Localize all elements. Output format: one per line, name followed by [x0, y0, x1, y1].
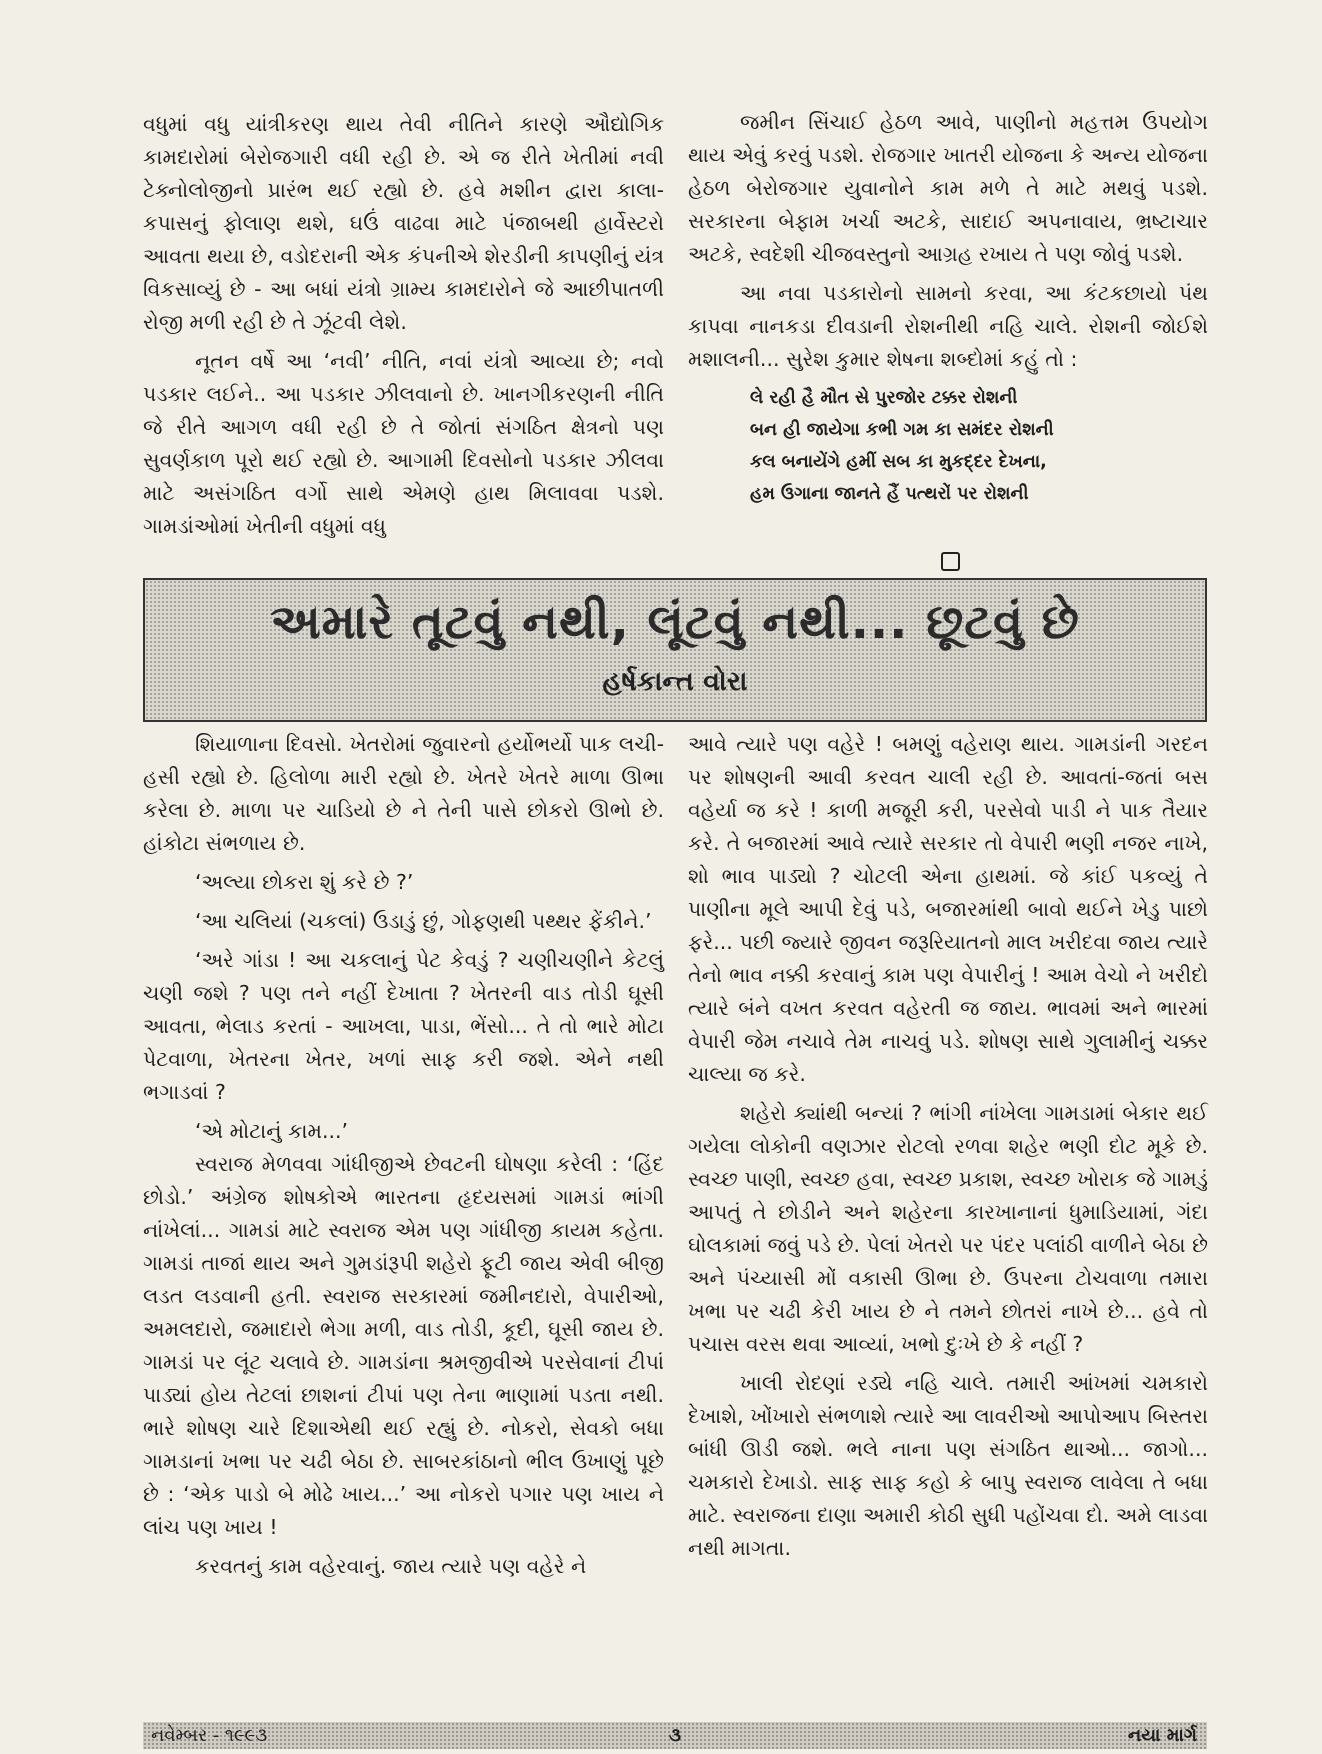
page-footer	[143, 1722, 1207, 1749]
headline-box	[143, 578, 1207, 722]
paragraph: ‘અરે ગાંડા ! આ ચકલાનું પેટ કેવડું ? ચણીચણીને કેટલું ચણી જશે ? પણ તને નહીં દેખાતા ? ખેતરની વાડ તોડી ઘૂસી આવતા, ભેલાડ કરતાં - આખલા, પાડા, ભેંસો... તે તો ભારે મોટા પેટવાળા, ખેતરના ખેતર, ખળાં સાફ કરી જશે. એને નથી ભગાડવાં ?	[143, 948, 664, 1104]
poem-line: કલ બનાયેંગે હમીં સબ કા મુકદ્દર દેખના,	[750, 452, 1047, 472]
poem-quote	[750, 382, 1208, 510]
page-number: ૩	[669, 1725, 681, 1746]
paragraph: સ્વરાજ મેળવવા ગાંધીજીએ છેવટની ઘોષણા કરેલી : ‘હિંદ છોડો.’ અંગ્રેજ શોષકોએ ભારતના હૃદયસમાં ગામડાં ભાંગી નાંખેલાં... ગામડાં માટે સ્વરાજ એમ પણ ગાંધીજી કાયમ કહેતા. ગામડાં તાજાં થાય અને ગુમડાંરૂપી શહેરો ફૂટી જાય એવી બીજી લડત લડવાની હતી. સ્વરાજ સરકારમાં જમીનદારો, વેપારીઓ, અમલદારો, જમાદારો ભેગા મળી, વાડ તોડી, કૂદી, ઘૂસી જાય છે. ગામડાં પર લૂંટ ચલાવે છે. ગામડાંના શ્રમજીવીએ પરસેવાનાં ટીપાં પાડ્યાં હોય તેટલાં છાશનાં ટીપાં પણ તેના ભાણામાં પડતા નથી. ભારે શોષણ ચારે દિશાએથી થઈ રહ્યું છે. નોકરો, સેવકો બધા ગામડાનાં ખભા પર ચઢી બેઠા છે. સાબરકાંઠાનો ભીલ ઉખાણું પૂછે છે : ‘એક પાડો બે મોઢે ખાય...’ આ નોકરો પગાર પણ ખાય ને લાંચ પણ ખાય !	[143, 1152, 664, 1539]
issue-date: નવેમ્બર - ૧૯૯૩	[151, 1725, 268, 1746]
paragraph: ‘એ મોટાનું કામ...’	[195, 1119, 349, 1143]
paragraph: આ નવા પડકારોનો સામનો કરવા, આ કંટકછાયો પંથ કાપવા નાનકડા દીવડાની રોશનીથી નહિ ચાલે. રોશની જોઈશે મશાલની... સુરેશ કુમાર શેષના શબ્દોમાં કહું તો :	[688, 281, 1208, 371]
paragraph: ખાલી રોદણાં રડ્યે નહિ ચાલે. તમારી આંખમાં ચમકારો દેખાશે, ખોંખારો સંભળાશે ત્યારે આ લાવરીઓ આપોઆપ બિસ્તરા બાંધી ઊડી જશે. ભલે નાના પણ સંગઠિત થાઓ... જાગો... ચમકારો દેખાડો. સાફ સાફ કહો કે બાપુ સ્વરાજ લાવેલા તે બધા માટે. સ્વરાજના દાણા અમારી કોઠી સુધી પહોંચવા દો. અમે લાડવા નથી માગતા.	[688, 1371, 1208, 1560]
poem-line: બન હી જાયેગા કભી ગમ કા સમંદર રોશની	[750, 420, 1054, 440]
main-right-column	[688, 728, 1208, 1565]
article-end-square-icon	[941, 552, 960, 571]
magazine-name: નયા માર્ગ	[1127, 1725, 1197, 1746]
top-left-column	[143, 108, 664, 543]
top-right-column	[688, 106, 1208, 510]
paragraph: આવે ત્યારે પણ વહેરે ! બમણું વહેરાણ થાય. ગામડાંની ગરદન પર શોષણની આવી કરવત ચાલી રહી છે. આવતાં-જતાં બસ વહેર્યા જ કરે ! કાળી મજૂરી કરી, પરસેવો પાડી ને પાક તૈયાર કરે. તે બજારમાં આવે ત્યારે સરકાર તો વેપારી ભણી નજર નાખે, શો ભાવ પાડ્યો ? ચોટલી એના હાથમાં. જે કાંઈ પકવ્યું તે પાણીના મૂલે આપી દેવું પડે, બજારમાંથી બાવો થઈને ખેડુ પાછો ફરે... પછી જ્યારે જીવન જરૂરિયાતનો માલ ખરીદવા જાય ત્યારે તેનો ભાવ નક્કી કરવાનું કામ પણ વેપારીનું ! આમ વેચો ને ખરીદો ત્યારે બંને વખત કરવત વહેરતી જ જાય. ભાવમાં અને ભારમાં વેપારી જેમ નચાવે તેમ નાચવું પડે. શોષણ સાથે ગુલામીનું ચક્કર ચાલ્યા જ કરે.	[688, 732, 1208, 1086]
main-left-column	[143, 728, 664, 1583]
paragraph: જમીન સિંચાઈ હેઠળ આવે, પાણીનો મહત્તમ ઉપયોગ થાય એવું કરવું પડશે. રોજગાર ખાતરી યોજના કે અન્ય યોજના હેઠળ બેરોજગાર યુવાનોને કામ મળે તે માટે મથવું પડશે. સરકારના બેફામ ખર્ચા અટકે, સાદાઈ અપનાવાય, ભ્રષ્ટાચાર અટકે, સ્વદેશી ચીજવસ્તુનો આગ્રહ રખાય તે પણ જોવું પડશે.	[688, 110, 1208, 266]
paragraph: ‘આ ચલિયાં (ચકલાં) ઉડાડું છું, ગોફણથી પથ્થર ફેંકીને.’	[195, 909, 652, 933]
paragraph: નૂતન વર્ષે આ ‘નવી’ નીતિ, નવાં યંત્રો આવ્યા છે; નવો પડકાર લઈને.. આ પડકાર ઝીલવાનો છે. ખાનગીકરણની નીતિ જે રીતે આગળ વધી રહી છે તે જોતાં સંગઠિત ક્ષેત્રનો પણ સુવર્ણકાળ પૂરો થઈ રહ્યો છે. આગામી દિવસોનો પડકાર ઝીલવા માટે અસંગઠિત વર્ગો સાથે એમણે હાથ મિલાવવા પડશે. ગામડાંઓમાં ખેતીની વધુમાં વધુ	[143, 349, 664, 538]
paragraph: કરવતનું કામ વહેરવાનું. જાય ત્યારે પણ વહેરે ને	[195, 1554, 587, 1578]
paragraph: શહેરો ક્યાંથી બન્યાં ? ભાંગી નાંખેલા ગામડામાં બેકાર થઈ ગયેલા લોકોની વણઝાર રોટલો રળવા શહેર ભણી દોટ મૂકે છે. સ્વચ્છ પાણી, સ્વચ્છ હવા, સ્વચ્છ પ્રકાશ, સ્વચ્છ ખોરાક જે ગામડું આપતું તે છોડીને અને શહેરના કારખાનાનાં ધુમાડિયામાં, ગંદા ઘોલકામાં જવું પડે છે. પેલાં ખેતરો પર પંદર પલાંઠી વાળીને બેઠા છે અને પંચ્યાસી મોં વકાસી ઊભા છે. ઉપરના ટોચવાળા તમારા ખભા પર ચઢી કેરી ખાય છે ને તમને છોતરાં નાખે છે... હવે તો પચાસ વરસ થવા આવ્યાં, ખભો દુઃખે છે કે નહીં ?	[688, 1101, 1208, 1356]
paragraph: વધુમાં વધુ યાંત્રીકરણ થાય તેવી નીતિને કારણે ઔદ્યોગિક કામદારોમાં બેરોજગારી વધી રહી છે. એ જ રીતે ખેતીમાં નવી ટેક્નોલોજીનો પ્રારંભ થઈ રહ્યો છે. હવે મશીન દ્વારા કાલા-કપાસનું ફોલાણ થશે, ઘઉં વાઢવા માટે પંજાબથી હાર્વેસ્ટરો આવતા થયા છે, વડોદરાની એક કંપનીએ શેરડીની કાપણીનું યંત્ર વિકસાવ્યું છે - આ બધાં યંત્રો ગ્રામ્ય કામદારોને જે આછીપાતળી રોજી મળી રહી છે તે ઝૂંટવી લેશે.	[143, 112, 664, 334]
paragraph: શિયાળાના દિવસો. ખેતરોમાં જુવારનો હર્યોભર્યો પાક લચી-હસી રહ્યો છે. હિલોળા મારી રહ્યો છે. ખેતરે ખેતરે માળા ઊભા કરેલા છે. માળા પર ચાડિયો છે ને તેની પાસે છોકરો ઊભો છે. હાંકોટા સંભળાય છે.	[143, 732, 664, 855]
paragraph: ‘અલ્યા છોકરા શું કરે છે ?’	[195, 870, 414, 894]
article-author: હર્ષકાન્ત વોરા	[602, 666, 748, 697]
poem-line: હમ ઉગાના જાનતે હૈં પત્થરોં પર રોશની	[750, 484, 1029, 504]
poem-line: લે રહી હૈ મૌત સે પુરજોર ટક્કર રોશની	[750, 388, 1018, 408]
article-title: અમારે તૂટવું નથી, લૂંટવું નથી... છૂટવું છે	[270, 594, 1080, 650]
